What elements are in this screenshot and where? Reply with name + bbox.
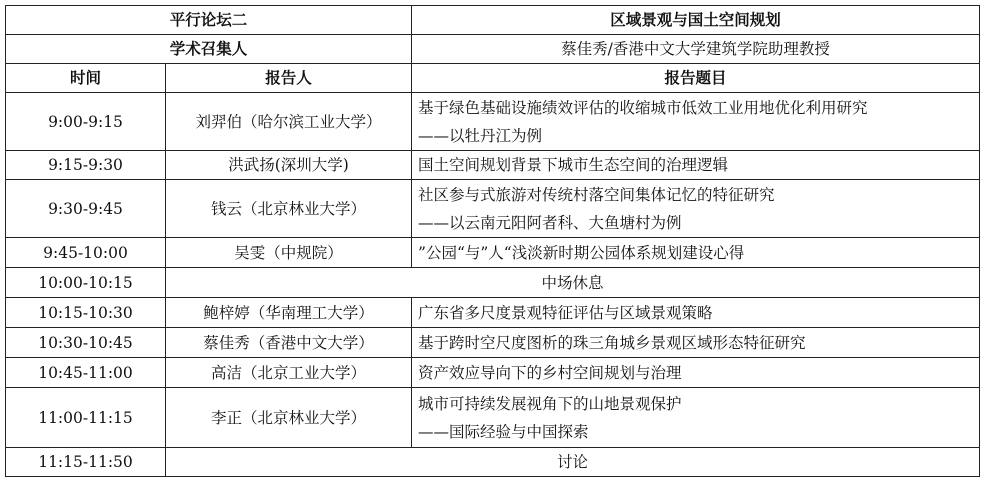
- convener-value: 蔡佳秀/香港中文大学建筑学院助理教授: [412, 35, 980, 64]
- column-header-row: [6, 64, 980, 93]
- forum-title: 区域景观与国土空间规划: [412, 6, 980, 35]
- topic-cell: 基于跨时空尺度图析的珠三角城乡景观区域形态特征研究: [412, 328, 980, 358]
- speaker-cell: 鲍梓婷（华南理工大学）: [166, 298, 412, 328]
- time-cell: 11:00-11:15: [6, 388, 166, 448]
- time-cell: 9:45-10:00: [6, 238, 166, 268]
- time-cell: 9:15-9:30: [6, 151, 166, 180]
- discussion-cell: 讨论: [166, 448, 980, 477]
- table-row: [6, 93, 980, 151]
- break-cell: 中场休息: [166, 268, 980, 298]
- convener-label: 学术召集人: [6, 35, 412, 64]
- speaker-cell: 吴雯（中规院）: [166, 238, 412, 268]
- topic-subline: ——国际经验与中国探索: [418, 422, 589, 441]
- time-cell: 10:15-10:30: [6, 298, 166, 328]
- time-cell: 10:30-10:45: [6, 328, 166, 358]
- schedule-table: [5, 5, 980, 477]
- topic-cell: [412, 93, 980, 151]
- forum-label: 平行论坛二: [6, 6, 412, 35]
- topic-cell: 国土空间规划背景下城市生态空间的治理逻辑: [412, 151, 980, 180]
- discussion-row: [6, 448, 980, 477]
- topic-cell: 广东省多尺度景观特征评估与区域景观策略: [412, 298, 980, 328]
- speaker-cell: 高洁（北京工业大学）: [166, 358, 412, 388]
- topic-cell: 资产效应导向下的乡村空间规划与治理: [412, 358, 980, 388]
- speaker-cell: 钱云（北京林业大学）: [166, 180, 412, 238]
- topic-cell: [412, 180, 980, 238]
- speaker-cell: 洪武扬(深圳大学): [166, 151, 412, 180]
- time-cell: 10:00-10:15: [6, 268, 166, 298]
- topic-line: 城市可持续发展视角下的山地景观保护: [418, 394, 682, 413]
- topic-cell: ”公园“与”人“浅淡新时期公园体系规划建设心得: [412, 238, 980, 268]
- table-row: [6, 180, 980, 238]
- time-cell: 9:00-9:15: [6, 93, 166, 151]
- speaker-cell: 刘羿伯（哈尔滨工业大学）: [166, 93, 412, 151]
- speaker-cell: 李正（北京林业大学）: [166, 388, 412, 448]
- time-cell: 11:15-11:50: [6, 448, 166, 477]
- col-header-topic: 报告题目: [412, 64, 980, 93]
- topic-subline: ——以牡丹江为例: [418, 126, 543, 145]
- forum-row: [6, 6, 980, 35]
- topic-subline: ——以云南元阳阿者科、大鱼塘村为例: [418, 213, 682, 232]
- time-cell: 9:30-9:45: [6, 180, 166, 238]
- table-row: [6, 298, 980, 328]
- table-row: [6, 328, 980, 358]
- convener-row: [6, 35, 980, 64]
- table-row: [6, 358, 980, 388]
- col-header-speaker: 报告人: [166, 64, 412, 93]
- table-row: [6, 238, 980, 268]
- table-row: [6, 388, 980, 448]
- table-row: [6, 151, 980, 180]
- topic-cell: [412, 388, 980, 448]
- speaker-cell: 蔡佳秀（香港中文大学）: [166, 328, 412, 358]
- col-header-time: 时间: [6, 64, 166, 93]
- break-row: [6, 268, 980, 298]
- time-cell: 10:45-11:00: [6, 358, 166, 388]
- topic-line: 社区参与式旅游对传统村落空间集体记忆的特征研究: [418, 185, 775, 204]
- schedule-container: [5, 5, 980, 477]
- topic-line: 基于绿色基础设施绩效评估的收缩城市低效工业用地优化利用研究: [418, 98, 868, 117]
